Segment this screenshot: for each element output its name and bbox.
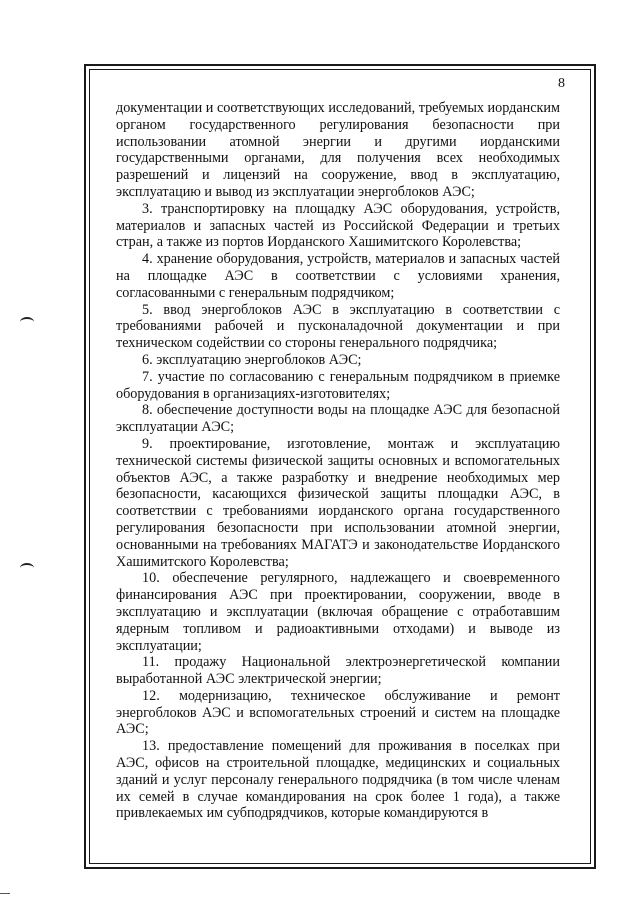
paragraph-item-5: 5. ввод энергоблоков АЭС в эксплуатацию в соответствии с требованиями рабочей и пусконаладочной документации и при техническом содействии со стороны генерального подрядчика; [116, 301, 560, 352]
paragraph-item-6: 6. эксплуатацию энергоблоков АЭС; [142, 351, 362, 368]
paragraph-item-9: 9. проектирование, изготовление, монтаж и эксплуатацию технической системы физической защиты основных и вспомогательных объектов АЭС, а также разработку и внедрение необходимых мер безопасности, касающихся физической защиты площадки АЭС, в соответствии с требованиями иорданского органа государственного регулирования безопасности при использовании атомной энергии, основанными на требованиях МАГАТЭ и законодательстве Иорданского Хашимитского Королевства; [116, 435, 560, 570]
paragraph-continuation: документации и соответствующих исследований, требуемых иорданским органом государственного регулирования безопасности при использовании атомной энергии и другими иорданскими государственными органами, для получения всех необходимых разрешений и лицензий на сооружение, ввод в эксплуатацию, эксплуатацию и вывод из эксплуатации энергоблоков АЭС; [116, 100, 560, 200]
paragraph-item-12: 12. модернизацию, техническое обслуживание и ремонт энергоблоков АЭС и вспомогательных строений и систем на площадке АЭС; [116, 687, 560, 738]
paragraph-item-11: 11. продажу Национальной электроэнергетической компании выработанной АЭС электрической энергии; [116, 654, 560, 688]
scan-edge-mark [0, 893, 10, 902]
paragraph-item-13: 13. предоставление помещений для проживания в поселках при АЭС, офисов на строительной площадке, медицинских и социальных зданий и услуг персоналу генерального подрядчика (в том числе членам их семей в случае командирования на срок более 1 года), а также привлекаемых им субподрядчиков, которые командируются в [116, 738, 560, 822]
page-number: 8 [558, 76, 565, 91]
paragraph-item-4: 4. хранение оборудования, устройств, материалов и запасных частей на площадке АЭС в соответствии с условиями хранения, согласованными с генеральным подрядчиком; [116, 251, 560, 301]
binding-hole-mark [20, 317, 34, 327]
binding-hole-mark [20, 563, 34, 573]
document-body [116, 100, 560, 822]
paragraph-item-7: 7. участие по согласованию с генеральным подрядчиком в приемке оборудования в организациях-изготовителях; [116, 368, 560, 402]
paragraph-item-10: 10. обеспечение регулярного, надлежащего и своевременного финансирования АЭС при проектировании, сооружении, вводе в эксплуатацию и эксплуатации (включая обращение с отработавшим ядерным топливом и радиоактивными отходами) и выводе из эксплуатации; [116, 570, 560, 654]
paragraph-item-8: 8. обеспечение доступности воды на площадке АЭС для безопасной эксплуатации АЭС; [116, 402, 560, 436]
paragraph-item-3: 3. транспортировку на площадку АЭС оборудования, устройств, материалов и запасных частей из Российской Федерации и третьих стран, а также из портов Иорданского Хашимитского Королевства; [116, 200, 560, 251]
